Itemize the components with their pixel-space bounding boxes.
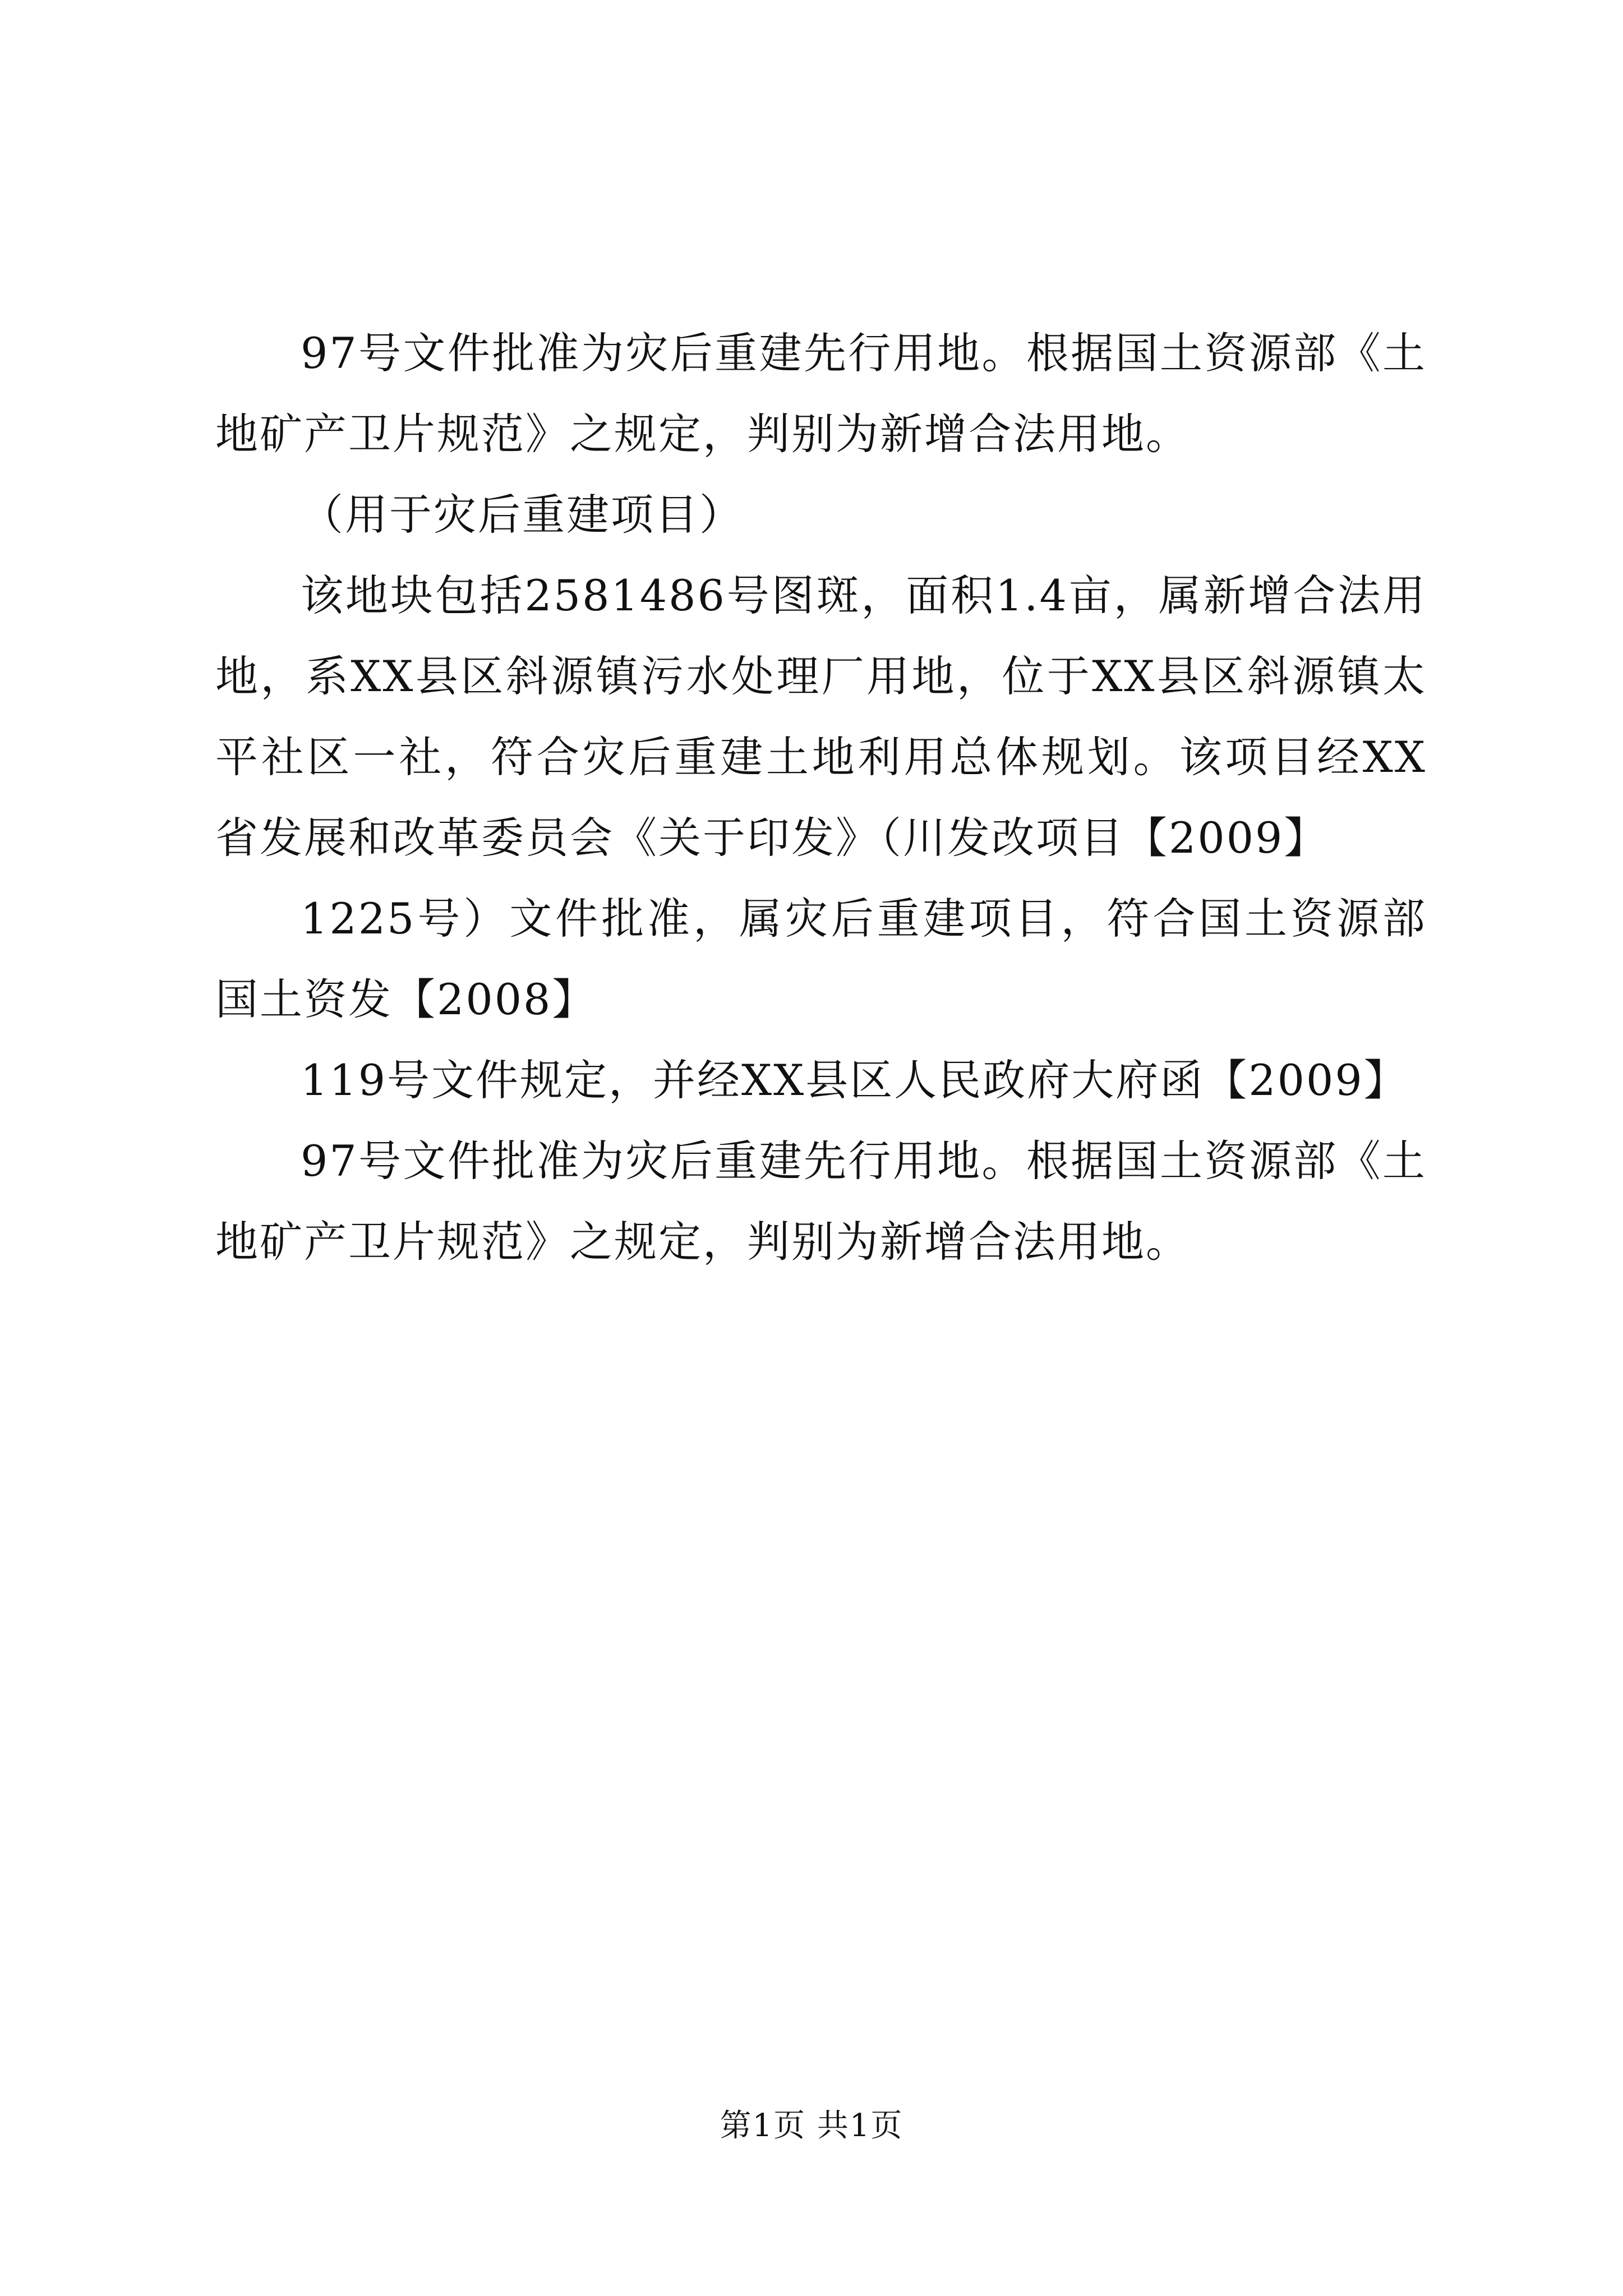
paragraph: 该地块包括2581486号图斑，面积1.4亩，属新增合法用地，系XX县区斜源镇污水处理厂用地，位于XX县区斜源镇太平社区一社，符合灾后重建土地利用总体规划。该项目经XX省发展和改革委员会《关于印发》（川发改项目【2009】 bbox=[215, 570, 1427, 863]
paragraph: 97号文件批准为灾后重建先行用地。根据国土资源部《土地矿产卫片规范》之规定，判别为新增合法用地。 bbox=[215, 1136, 1427, 1267]
paragraph: （用于灾后重建项目） bbox=[301, 490, 744, 540]
document-body bbox=[215, 313, 1427, 1282]
paragraph: 1225号）文件批准，属灾后重建项目，符合国土资源部国土资发【2008】 bbox=[215, 894, 1427, 1024]
paragraph: 119号文件规定，并经XX县区人民政府大府函【2009】 bbox=[301, 1055, 1408, 1105]
page-number-footer: 第1页 共1页 bbox=[720, 2108, 903, 2144]
paragraph: 97号文件批准为灾后重建先行用地。根据国土资源部《土地矿产卫片规范》之规定，判别为新增合法用地。 bbox=[215, 328, 1427, 459]
